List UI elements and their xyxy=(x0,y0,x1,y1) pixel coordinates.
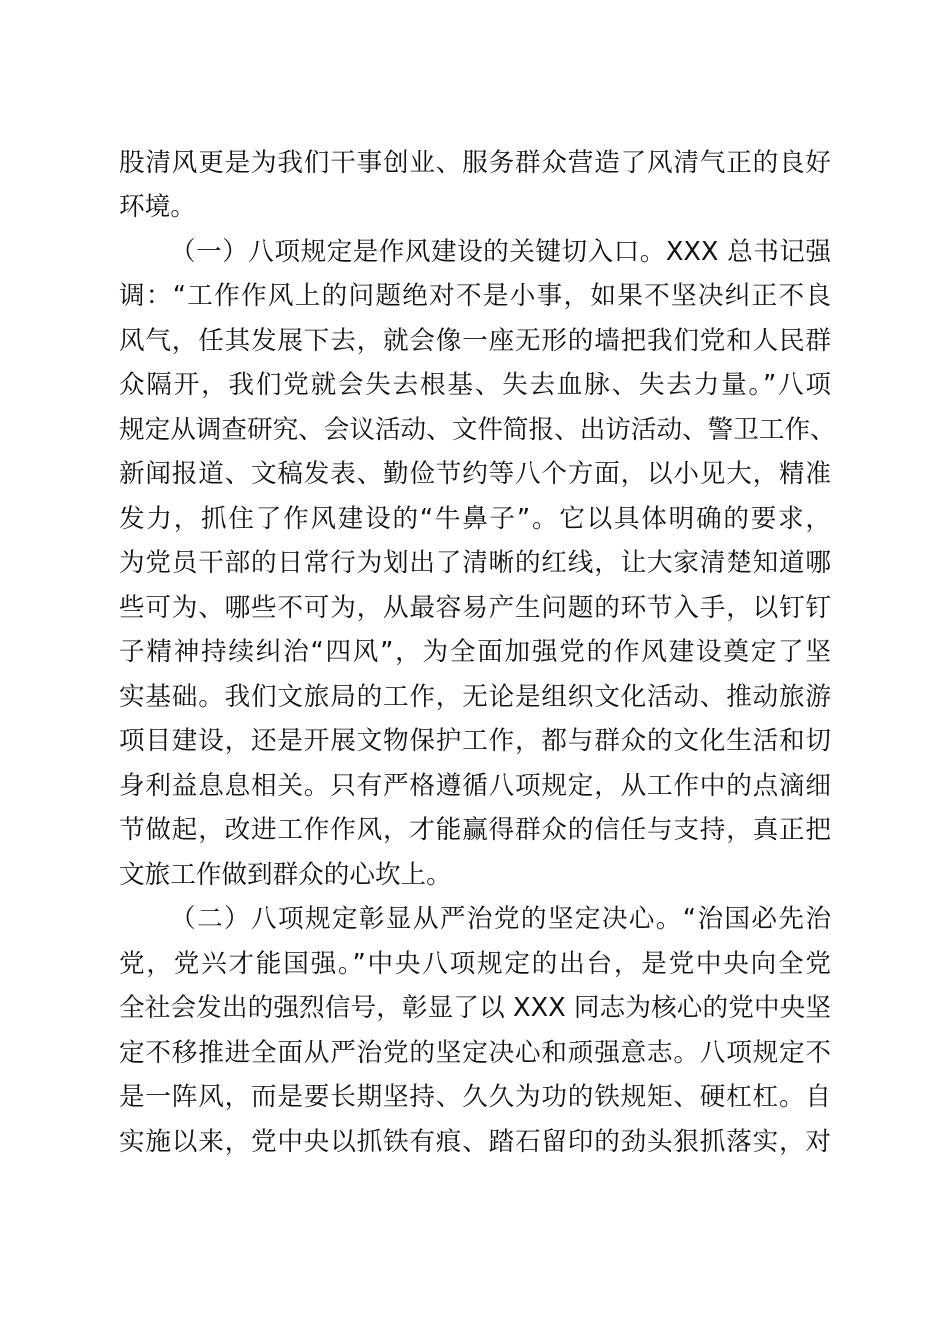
text-line: 环境。 xyxy=(119,192,196,222)
section-heading-line: （一）八项规定是作风建设的关键切入口。XXX 总书记强 xyxy=(170,237,831,267)
text-line: 众隔开，我们党就会失去根基、失去血脉、失去力量。”八项 xyxy=(119,370,831,400)
text-line: 节做起，改进工作作风，才能赢得群众的信任与支持，真正把 xyxy=(119,815,831,845)
text-line: 调：“工作作风上的问题绝对不是小事，如果不坚决纠正不良 xyxy=(119,281,831,311)
text-line: 实施以来，党中央以抓铁有痕、踏石留印的劲头狠抓落实，对 xyxy=(119,1127,831,1157)
text-line: 股清风更是为我们干事创业、服务群众营造了风清气正的良好 xyxy=(119,148,831,178)
text-line: 风气，任其发展下去，就会像一座无形的墙把我们党和人民群 xyxy=(119,326,831,356)
text-line: 发力，抓住了作风建设的“牛鼻子”。它以具体明确的要求， xyxy=(119,504,831,534)
text-line: 定不移推进全面从严治党的坚定决心和顽强意志。八项规定不 xyxy=(119,1038,831,1068)
text-line: 些可为、哪些不可为，从最容易产生问题的环节入手，以钉钉 xyxy=(119,593,831,623)
text-line: 子精神持续纠治“四风”，为全面加强党的作风建设奠定了坚 xyxy=(119,637,831,667)
text-line: 实基础。我们文旅局的工作，无论是组织文化活动、推动旅游 xyxy=(119,682,831,712)
text-line: 新闻报道、文稿发表、勤俭节约等八个方面，以小见大，精准 xyxy=(119,459,831,489)
text-line: 项目建设，还是开展文物保护工作，都与群众的文化生活和切 xyxy=(119,726,831,756)
text-line: 为党员干部的日常行为划出了清晰的红线，让大家清楚知道哪 xyxy=(119,548,831,578)
text-line: 全社会发出的强烈信号，彰显了以 XXX 同志为核心的党中央坚 xyxy=(119,993,831,1023)
text-line: 是一阵风，而是要长期坚持、久久为功的铁规矩、硬杠杠。自 xyxy=(119,1082,831,1112)
section-heading-line: （二）八项规定彰显从严治党的坚定决心。“治国必先治 xyxy=(170,904,831,934)
text-line: 身利益息息相关。只有严格遵循八项规定，从工作中的点滴细 xyxy=(119,771,831,801)
text-line: 规定从调查研究、会议活动、文件简报、出访活动、警卫工作、 xyxy=(119,415,836,445)
text-line: 党，党兴才能国强。”中央八项规定的出台，是党中央向全党 xyxy=(119,949,831,979)
text-line: 文旅工作做到群众的心坎上。 xyxy=(119,860,452,890)
